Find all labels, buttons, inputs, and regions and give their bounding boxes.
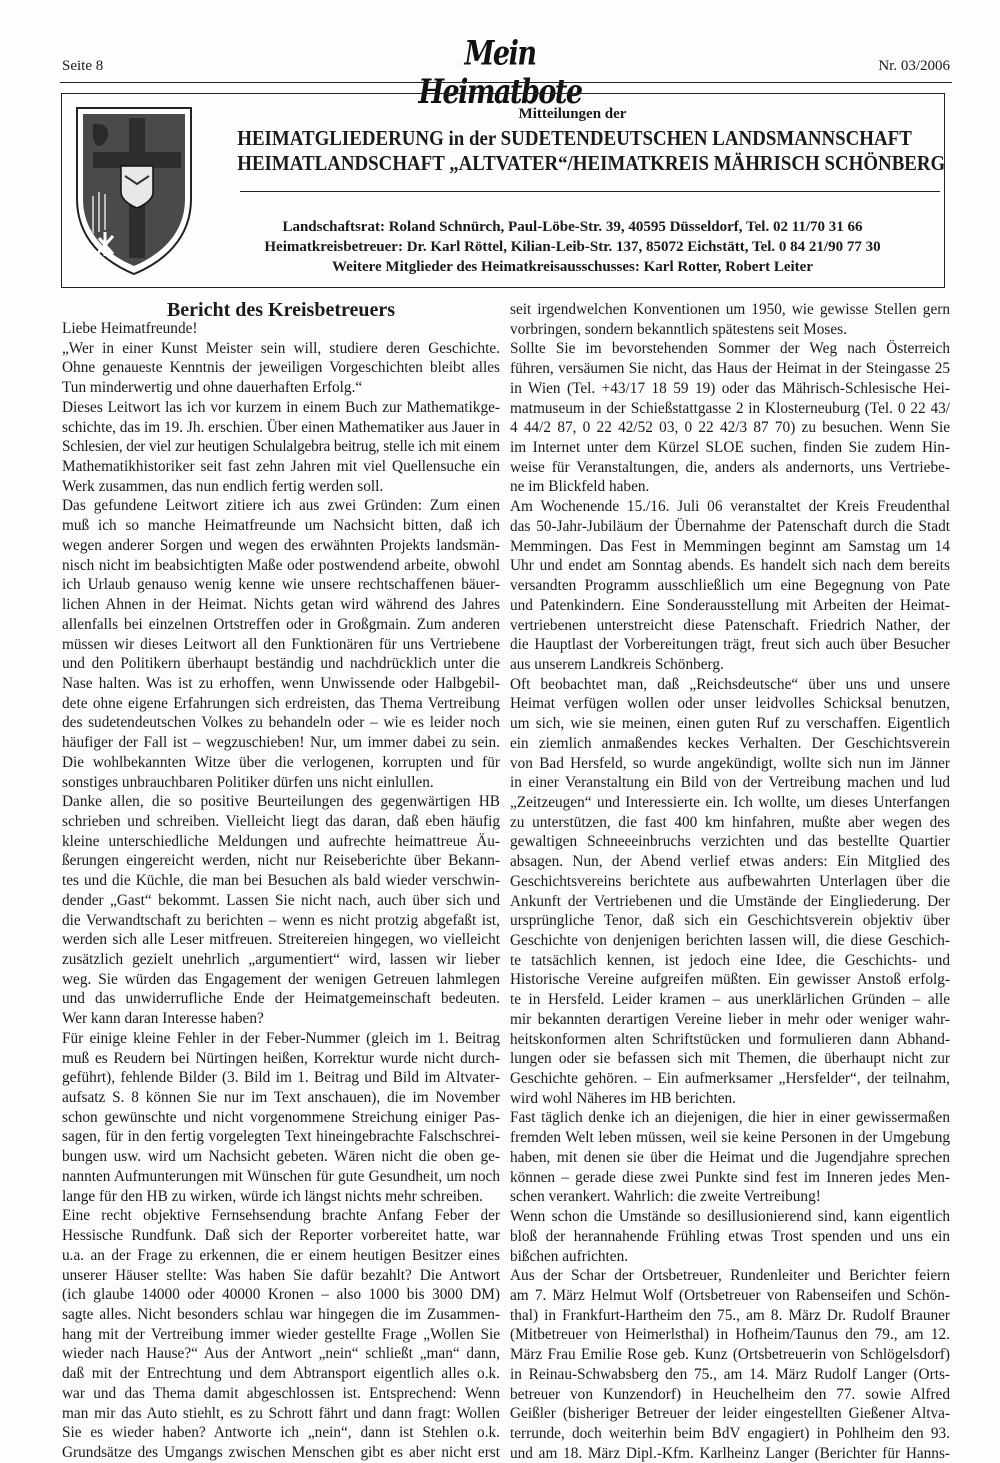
text-line: Geißler (bisheriger Betreuer der leider eingestellten Gießener Altva- — [510, 1405, 950, 1423]
text-line: heitskonformen alten Schriftstücken und formulieren dann Abhand- — [510, 1030, 950, 1048]
text-line: „Zeitzeugen“ und Interessierte ein. Ich wollte, um dieses Unterfangen — [510, 793, 950, 811]
text-line: lichen Ahnen in der Heimat. Nichts getan wird während des Jahres — [62, 596, 500, 614]
text-line: Geschichte gehören. – Ein aufmerksamer „Hersfelder“, der teilnahm, — [510, 1070, 950, 1088]
text-line: Tun minderwertig und ohne dauerhaften Erfolg.“ — [62, 379, 363, 397]
text-line: im Internet unter dem Kürzel SLOE suchen, finden Sie zudem Hin- — [510, 439, 950, 457]
newspaper-logo: Mein Heimatbote — [418, 34, 582, 112]
text-line: dete ohne eigene Erfahrungen sich erdreisten, das Thema Vertreibung — [62, 694, 500, 712]
text-line: man mir das Auto stiehlt, es zu Schrott fährt und dann fragt: Wollen — [62, 1404, 500, 1422]
text-line: in Wien (Tel. +43/17 18 59 19) oder das Mährisch-Schlesische Hei- — [510, 379, 950, 397]
text-line: nannten Aufmunterungen mit Wünschen für gute Gesundheit, um noch — [62, 1167, 500, 1185]
text-line: thal) in Frankfurt-Hartheim den 75., am 8. März Dr. Rudolf Brauner — [510, 1306, 950, 1324]
text-line: vertriebenen unterstreicht diese Patenschaft. Friedrich Nather, der — [510, 616, 950, 634]
text-line: bißchen aufrichten. — [510, 1247, 629, 1265]
text-line: schen verankert. Wahrlich: die zweite Vertreibung! — [510, 1188, 821, 1206]
text-line: nisch nicht im beabsichtigten Maße oder postwendend arbeite, obwohl — [62, 556, 500, 574]
text-line: seit irgendwelchen Konventionen um 1950, wie gewisse Stellen gern — [510, 301, 950, 318]
text-line: ich Urlaub genauso wenig kenne wie unsere rechtschaffenen bäuer- — [62, 576, 500, 594]
contact-landschaftsrat: Landschaftsrat: Roland Schnürch, Paul-Löbe-Str. 39, 40595 Düsseldorf, Tel. 02 11/70 31 66 — [282, 219, 863, 235]
header-divider — [60, 82, 952, 83]
text-line: war und das Thema damit abgeschlossen ist. Entsprechend: Wenn — [62, 1384, 500, 1402]
article-paragraph — [510, 300, 950, 339]
text-line: ßerungen eingereicht werden, nicht nur Reiseberichte über Bekann- — [62, 852, 500, 870]
text-line: ein ziemlich anmaßendes keckes Verhalten. Der Geschichtsverein — [510, 734, 950, 752]
text-line: zu unterstützen, die fast 400 km hinfahren, mußte aber wegen des — [510, 813, 950, 831]
text-line: die Hauptlast der Vorbereitungen trägt, freut sich auch über Besucher — [510, 636, 950, 654]
text-line: Sie es wieder haben? Antworte ich „nein“, dann ist Stehlen o.k. — [62, 1424, 500, 1442]
text-line: ne im Blickfeld haben. — [510, 478, 650, 496]
text-line: terrunde, doch weiterhin beim BdV engagiert) in Pohlheim den 93. — [510, 1424, 950, 1442]
text-line: Nase halten. Was ist zu erhoffen, wenn Unwissende oder Halbgebil- — [62, 674, 500, 692]
contact-committee-members: Weitere Mitglieder des Heimatkreisausschusses: Karl Rotter, Robert Leiter — [331, 259, 813, 275]
article-paragraph — [62, 496, 500, 792]
text-line: und am 18. März Dipl.-Kfm. Karlheinz Langer (Berichter für Hanns- — [510, 1444, 950, 1462]
issue-number: Nr. 03/2006 — [878, 58, 950, 74]
text-line: vorbringen, sondern bekanntlich spätestens seit Moses. — [510, 320, 847, 338]
text-line: muß es Reudern bei Nürtingen heißen, Korrektur wurde nicht durch- — [62, 1049, 500, 1067]
text-line: weise für Veranstaltungen, die, anders als andernorts, uns Vertriebe- — [510, 458, 950, 476]
text-line: Aus der Schar der Ortsbetreuer, Rundenleiter und Berichter feiern — [510, 1267, 950, 1285]
text-line: das 50-Jahr-Jubiläum der Übernahme der Patenschaft durch die Stadt — [510, 517, 950, 535]
text-line: Ankunft der Vertriebenen und die Umstände der Eingliederung. Der — [510, 892, 950, 910]
article-title: Bericht des Kreisbetreuers — [166, 299, 396, 321]
text-line: in einer Veranstaltung ein Bild von der Vertreibung machen und lud — [510, 774, 950, 792]
text-line: Die wohlbekannten Witze über die verlogenen, korrupten und für — [62, 753, 500, 771]
text-line: aus unserem Landkreis Schönberg. — [510, 655, 724, 673]
text-line: schichte, das im 19. Jh. erschien. Über einen Mathematiker aus Jauer in — [62, 418, 500, 436]
text-line: Memmingen. Das Fest in Memmingen beginnt am Samstag um 14 — [510, 537, 950, 555]
masthead-title-line-1: HEIMATGLIEDERUNG in der SUDETENDEUTSCHEN LANDSMANNSCHAFT — [237, 126, 912, 150]
text-line: sonstiges unbrauchbaren Politiker dürfen uns nicht einlullen. — [62, 773, 434, 791]
text-line: geführt), fehlende Bilder (3. Bild im 1. Beitrag und Bild im Altvater- — [62, 1069, 500, 1087]
text-line: werden sich alle Leser mitfreuen. Streitereien hingegen, wo vielleicht — [62, 931, 500, 949]
article-column-right — [510, 300, 950, 1463]
masthead-divider — [240, 191, 940, 192]
text-line: Für einige kleine Fehler in der Feber-Nummer (gleich im 1. Beitrag — [62, 1029, 500, 1047]
text-line: Geschichte von denjenigen berichten lassen will, die diese Geschich- — [510, 932, 950, 949]
text-line: März Frau Emilie Rose geb. Kunz (Ortsbetreuerin von Schlögelsdorf) — [510, 1346, 950, 1364]
text-line: gewaltigen Schneeeinbruchs verzichten und das bestellte Quartier — [510, 833, 950, 851]
text-line: te in Hersfeld. Leider kramen – aus unerklärlichen Gründen – alle — [510, 991, 950, 1009]
text-line: allenfalls bei einzelnen Ortstreffen oder in Großgmain. Zum anderen — [62, 615, 500, 633]
text-line: die Verwandtschaft zu berichten – wenn es nicht protzig abgefaßt ist, — [62, 911, 500, 929]
text-line: te tatsächlich kennen, ist jedoch eine Idee, die Geschichts- und — [510, 951, 950, 969]
article-paragraph — [62, 792, 500, 1029]
text-line: bloß der herannahende Frühling etwas Trost spenden und uns ein — [510, 1227, 950, 1245]
text-line: um sich, wie sie meinen, einen guten Ruf zu verschaffen. Eigentlich — [510, 715, 950, 733]
text-line: führen, versäumen Sie nicht, das Haus der Heimat in der Steingasse 25 — [510, 360, 950, 378]
text-line: von Bad Hersfeld, so wurde angekündigt, wollte sich nun im Jänner — [510, 754, 950, 772]
text-line: Geschichtsvereins berichtete aus aufbewahrten Unterlagen über die — [510, 872, 950, 890]
text-line: Schlesien, der viel zur heutigen Schulalgebra beitrug, stelle ich mit einem — [62, 438, 500, 456]
text-line: Danke allen, die so positive Beurteilungen des gegenwärtigen HB — [62, 793, 500, 811]
text-line: Werk zusammen, das nun endlich fertig werden soll. — [62, 477, 384, 495]
text-line: muß ich so manche Heimatfreunde um Nachsicht bitten, daß ich — [62, 517, 500, 535]
text-line: Ohne genaueste Kenntnis der jeweiligen Vorgeschichten bleibt alles — [62, 359, 500, 377]
text-line: Am Wochenende 15./16. Juli 06 veranstaltet der Kreis Freudenthal — [510, 498, 950, 516]
text-line: Wenn schon die Umstände so desillusionierend sind, kann eigentlich — [510, 1208, 950, 1226]
text-line: können – gerade diese zwei Punkte sind fest im Inneren jedes Men- — [510, 1168, 950, 1186]
text-line: Hessische Rundfunk. Daß sich der Reporter vorbereitet hatte, war — [62, 1227, 500, 1245]
text-line: Fast täglich denke ich an diejenigen, die hier in einer gewissermaßen — [510, 1109, 950, 1127]
text-line: mir bekannten derartigen Vereine lieber in mehr oder weniger wahr- — [510, 1010, 950, 1028]
text-line: Eine recht objektive Fernsehsendung brachte Anfang Feber der — [62, 1207, 500, 1225]
text-line: Dieses Leitwort las ich vor kurzem in einem Buch zur Mathematikge- — [62, 398, 500, 416]
text-line: ursprüngliche Tenor, daß sich ein Geschichtsverein objektiv über — [510, 912, 950, 930]
text-line: Liebe Heimatfreunde! — [62, 320, 198, 337]
text-line: wieder nach Hause?“ Aus der Antwort „nein“ schließt „man“ dann, — [62, 1345, 500, 1363]
text-line: lungen oder sie befassen sich mit Themen, die überhaupt nicht zur — [510, 1050, 950, 1068]
text-line: u.a. an der Frage zu erkennen, die er einem heutigen Besitzer eines — [62, 1246, 500, 1264]
coat-of-arms-shield-icon — [73, 104, 195, 276]
text-line: bungen usw. wird um Nachsicht gebeten. Wären nicht die oben ge- — [62, 1148, 500, 1166]
article-paragraph — [510, 339, 950, 497]
text-line: sagen, für in den fertig vorgelegten Text hineingebrachte Falschschrei- — [62, 1128, 500, 1146]
text-line: kleine unterschiedliche Meldungen und aufrechte heimattreue Äu- — [62, 832, 500, 850]
text-line: wird wohl Näheres im HB berichten. — [510, 1089, 736, 1107]
text-line: und das unwiderrufliche Ende der Heimatgemeinschaft bedeuten. — [62, 990, 500, 1008]
text-line: unserer Häuser stellte: Was haben Sie dafür bezahlt? Die Antwort — [62, 1266, 500, 1284]
text-line: des sudetendeutschen Volkes zu behandeln oder – wie es leider noch — [62, 714, 500, 732]
text-line: Wer kann daran Interesse haben? — [62, 1010, 264, 1028]
text-line: und den Politikern überhaupt beständig und nachdrücklich unter die — [62, 655, 500, 673]
text-line: Grundsätze des Umgangs zwischen Menschen gibt es aber nicht erst — [62, 1443, 500, 1461]
article-paragraph — [510, 497, 950, 674]
text-line: Historische Vereine aufgreifen müßten. Ein gewisser Anstoß erfolg- — [510, 971, 950, 989]
text-line: sagte alles. Nicht besonders schlau war hingegen die im Zusammen- — [62, 1305, 500, 1323]
text-line: weg. Sie würden das Engagement der wenigen Getreuen lahmlegen — [62, 970, 500, 988]
text-line: zusätzlich gezielt unehrlich „argumentiert“ wird, lassen wir lieber — [62, 951, 500, 968]
text-line: (Mitbetreuer von Heimerlsthal) in Hofheim/Taunus den 79., am 12. — [510, 1326, 950, 1344]
text-line: in Reinau-Schwabsberg den 75., am 14. März Rudolf Langer (Orts- — [510, 1365, 950, 1383]
text-line: Sollte Sie im bevorstehenden Sommer der Weg nach Österreich — [510, 340, 950, 358]
article-paragraph — [510, 675, 950, 1109]
text-line: aufsatz S. 8 können Sie nur im Text anschauen), die im November — [62, 1089, 500, 1107]
text-line: absagen. Nun, der Abend verlief etwas anders: Ein Mitglied des — [510, 853, 950, 871]
text-line: „Wer in einer Kunst Meister sein will, studiere deren Geschichte. — [62, 339, 500, 357]
text-line: matmuseum in der Schießstattgasse 2 in Klosterneuburg (Tel. 0 22 43/ — [510, 399, 950, 417]
text-line: fremden Welt leben müssen, weil sie keine Personen in der Umgebung — [510, 1129, 950, 1147]
text-line: wegen anderer Sorgen und wegen des erwähnten Projekts landsmän- — [62, 536, 500, 554]
contact-heimatkreisbetreuer: Heimatkreisbetreuer: Dr. Karl Röttel, Kilian-Leib-Str. 137, 85072 Eichstätt, Tel. 0 84 21/90 77 30 — [264, 239, 881, 255]
text-line: Mathematikhistoriker seit fast zehn Jahren mit viel Quellensuche ein — [62, 458, 500, 476]
text-line: betreuer von Kunzendorf) in Heuchelheim den 77. sowie Alfred — [510, 1385, 950, 1403]
masthead-intro: Mitteilungen der — [518, 106, 627, 122]
text-line: lange für den HB zu wirken, würde ich längst nichts mehr schreiben. — [62, 1187, 483, 1205]
masthead-title-line-2: HEIMATLANDSCHAFT „ALTVATER“/HEIMATKREIS MÄHRISCH SCHÖNBERG — [237, 151, 946, 175]
text-line: dender „Gast“ bekommt. Lassen Sie nicht nach, auch über sich und — [62, 891, 500, 909]
page-number: Seite 8 — [62, 58, 104, 74]
text-line: (ich glaube 14000 oder 40000 Kronen – also 1000 bis 3000 DM) — [62, 1286, 500, 1304]
article-paragraph — [62, 319, 500, 339]
text-line: Uhr und endet am Sonntag abends. Es handelt sich nach dem bereits — [510, 557, 950, 575]
article-paragraph — [62, 398, 500, 497]
article-paragraph — [62, 1029, 500, 1206]
text-line: haben, mit denen sie über die Heimat und die Jugendjahre sprechen — [510, 1148, 950, 1166]
text-line: Heimat verfügen wollen oder unser leidvolles Schicksal benutzen, — [510, 695, 950, 713]
article-paragraph — [510, 1108, 950, 1207]
text-line: Das gefundene Leitwort zitiere ich aus zwei Gründen: Zum einen — [62, 497, 500, 515]
text-line: schon gewünschte und nicht vorgenommene Streichung einiger Pas- — [62, 1108, 500, 1126]
article-column-left — [62, 319, 500, 1463]
article-paragraph — [62, 339, 500, 398]
text-line: 4 44/2 87, 0 22 42/52 03, 0 22 42/3 87 70) zu besuchen. Wenn Sie — [510, 419, 950, 437]
text-line: am 7. März Helmut Wolf (Ortsbetreuer von Rabenseifen und Schön- — [510, 1286, 950, 1304]
article-paragraph — [62, 1206, 500, 1462]
text-line: Oft beobachtet man, daß „Reichsdeutsche“ über uns und unsere — [510, 675, 950, 693]
text-line: versandten Programm ausschließlich um eine Begegnung von Pate — [510, 577, 950, 595]
article-paragraph — [510, 1266, 950, 1463]
text-line: tes und die Küchle, die man bei Besuchen als bald wieder verschwin- — [62, 872, 500, 890]
text-line: müssen wir dieses Leitwort all den Funktionären für uns Vertriebene — [62, 635, 500, 653]
text-line: daß mit der Entrechtung und dem Abtransport eigentlich alles o.k. — [62, 1365, 500, 1383]
text-line: häufiger der Fall ist – wegzuschieben! Nur, um immer dabei zu sein. — [62, 734, 500, 752]
text-line: und Patenkindern. Eine Sonderausstellung mit Arbeiten der Heimat- — [510, 596, 950, 614]
text-line: schrieben und schreiben. Vielleicht liegt das daran, daß eben häufig — [62, 812, 500, 830]
text-line: hang mit der Vertreibung immer wieder gestellte Frage „Wollen Sie — [62, 1325, 500, 1343]
article-paragraph — [510, 1207, 950, 1266]
